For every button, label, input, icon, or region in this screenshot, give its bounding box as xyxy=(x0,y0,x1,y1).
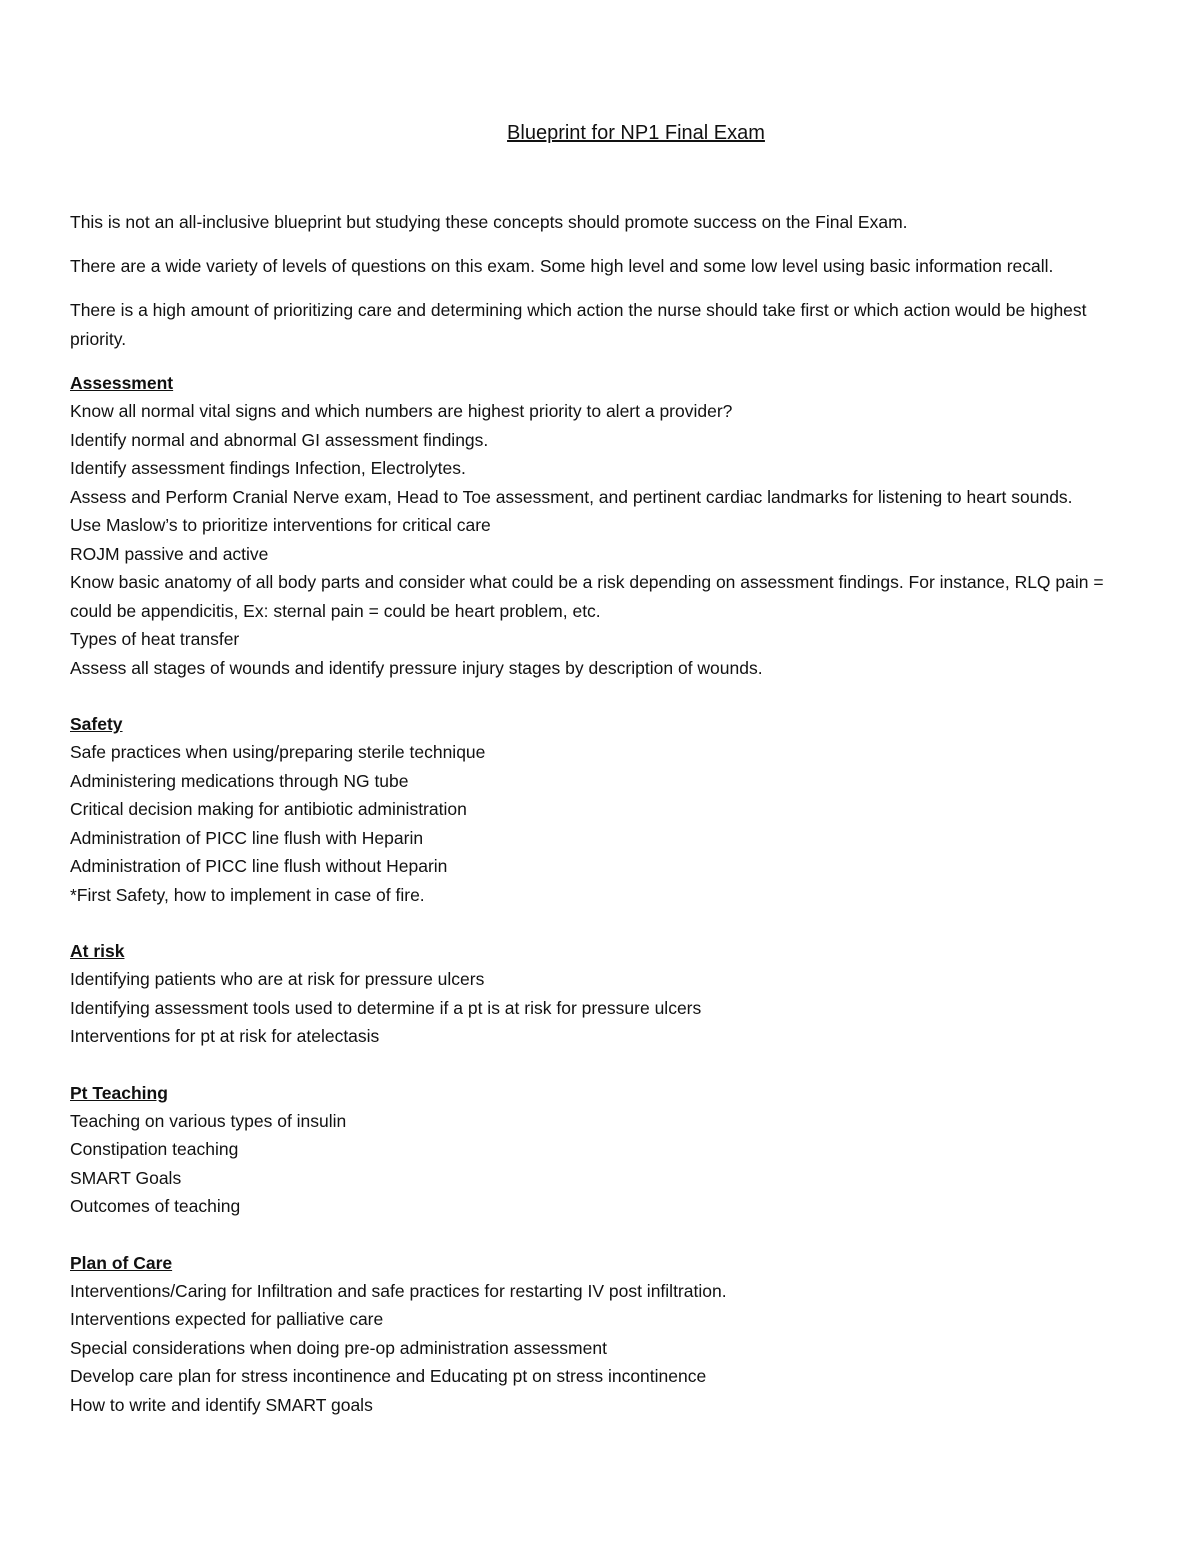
intro-paragraph: There is a high amount of prioritizing care and determining which action the nurse should take first or which action would be highest priority. xyxy=(70,300,1087,349)
list-item: Interventions expected for palliative care xyxy=(70,1309,384,1329)
section-pt-teaching xyxy=(70,1079,1135,1221)
list-item: Identifying assessment tools used to determine if a pt is at risk for pressure ulcers xyxy=(70,997,702,1018)
list-item: Identifying patients who are at risk for pressure ulcers xyxy=(70,969,485,989)
section-plan-of-care xyxy=(70,1249,1135,1420)
list-item: Use Maslow’s to prioritize interventions for critical care xyxy=(70,515,491,535)
list-item: Identify normal and abnormal GI assessment findings. xyxy=(70,429,489,450)
list-item: Assess all stages of wounds and identify pressure injury stages by description of wounds. xyxy=(70,657,763,678)
section-heading: Safety xyxy=(70,714,123,734)
list-item: Administering medications through NG tube xyxy=(70,770,409,791)
list-item: Types of heat transfer xyxy=(70,629,240,649)
list-item: Special considerations when doing pre-op administration assessment xyxy=(70,1337,607,1358)
list-item: Develop care plan for stress incontinence and Educating pt on stress incontinence xyxy=(70,1366,707,1386)
list-item: *First Safety, how to implement in case of fire. xyxy=(70,884,425,905)
list-item: Identify assessment findings Infection, Electrolytes. xyxy=(70,458,466,478)
list-item: Teaching on various types of insulin xyxy=(70,1110,347,1131)
section-assessment xyxy=(70,369,1135,682)
list-item: Interventions/Caring for Infiltration and safe practices for restarting IV post infiltration. xyxy=(70,1280,727,1301)
list-item: Assess and Perform Cranial Nerve exam, Head to Toe assessment, and pertinent cardiac landmarks for listening to heart sounds. xyxy=(70,486,1073,507)
list-item: ROJM passive and active xyxy=(70,543,269,564)
list-item: Know basic anatomy of all body parts and consider what could be a risk depending on assessment findings. For instance, RLQ pain = could be appendicitis, Ex: sternal pain = could be heart problem, etc. xyxy=(70,572,1104,621)
list-item: Administration of PICC line flush with Heparin xyxy=(70,827,424,848)
list-item: Constipation teaching xyxy=(70,1139,239,1159)
intro-paragraph: This is not an all-inclusive blueprint but studying these concepts should promote success on the Final Exam. xyxy=(70,212,908,232)
intro xyxy=(70,208,1135,354)
document-body xyxy=(70,208,1135,1447)
list-item: Safe practices when using/preparing sterile technique xyxy=(70,742,486,762)
list-item: Know all normal vital signs and which numbers are highest priority to alert a provider? xyxy=(70,401,733,421)
list-item: SMART Goals xyxy=(70,1167,182,1188)
section-heading: Assessment xyxy=(70,373,174,393)
document-title: Blueprint for NP1 Final Exam xyxy=(507,122,765,144)
list-item: Interventions for pt at risk for atelectasis xyxy=(70,1026,380,1046)
list-item: How to write and identify SMART goals xyxy=(70,1394,373,1415)
intro-paragraph: There are a wide variety of levels of questions on this exam. Some high level and some low level using basic information recall. xyxy=(70,256,1054,276)
list-item: Critical decision making for antibiotic administration xyxy=(70,799,467,819)
section-at-risk xyxy=(70,937,1135,1051)
section-heading: Plan of Care xyxy=(70,1252,173,1273)
list-item: Outcomes of teaching xyxy=(70,1196,241,1216)
section-heading: Pt Teaching xyxy=(70,1082,168,1103)
section-heading: At risk xyxy=(70,941,125,961)
list-item: Administration of PICC line flush without Heparin xyxy=(70,856,448,876)
section-safety xyxy=(70,710,1135,909)
